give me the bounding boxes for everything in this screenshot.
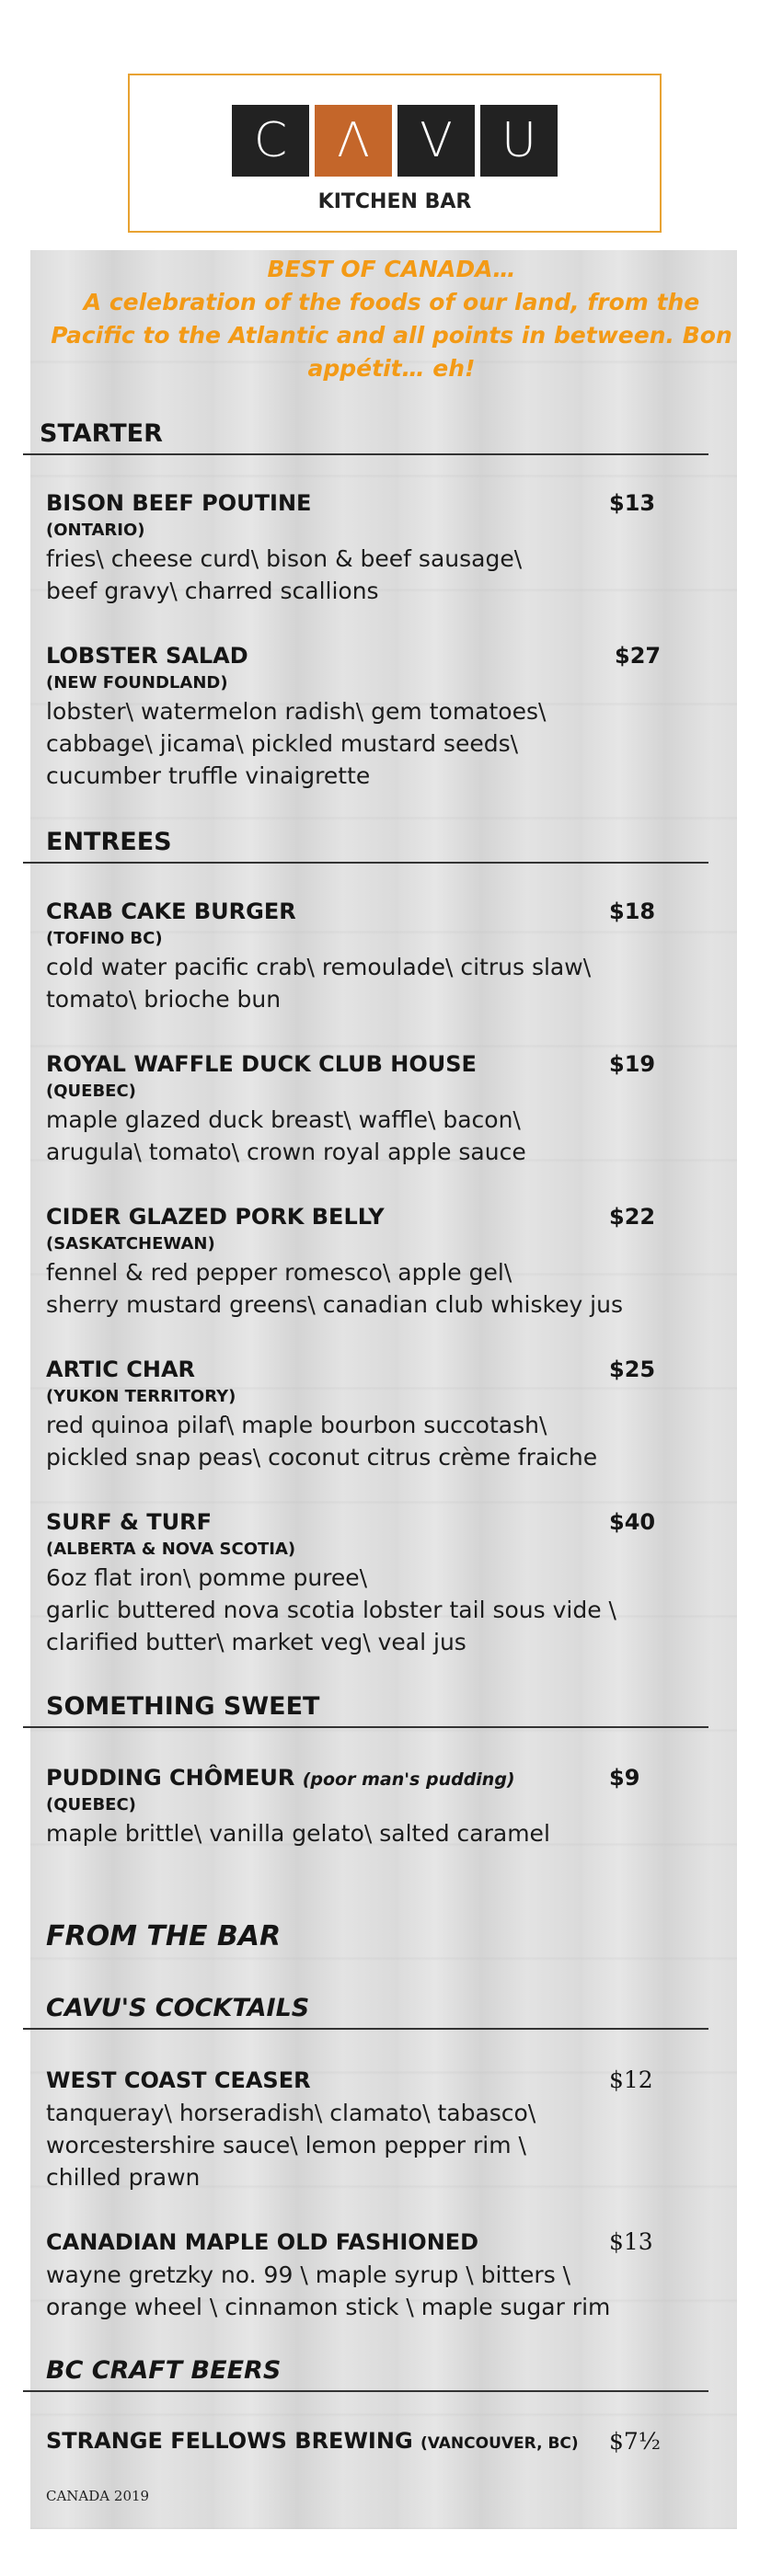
- section-title-sweet: SOMETHING SWEET: [46, 1692, 320, 1721]
- section-title-starter: STARTER: [40, 419, 163, 448]
- item-name-pudding-text: PUDDING CHÔMEUR: [46, 1765, 295, 1791]
- item-name-strange-text: STRANGE FELLOWS BREWING: [46, 2428, 413, 2454]
- section-divider: [23, 2028, 708, 2030]
- item-origin-strange: (VANCOUVER, BC): [420, 2434, 579, 2453]
- tagline-line: appétit… eh!: [307, 355, 476, 382]
- item-name-poutine: BISON BEEF POUTINE: [46, 490, 312, 516]
- item-name-ceaser: WEST COAST CEASER: [46, 2067, 311, 2093]
- item-desc-pudding: [46, 1817, 550, 1849]
- item-desc-duck: [46, 1104, 526, 1168]
- logo-letter-v: V: [397, 105, 475, 177]
- item-name-strange: [46, 2428, 579, 2454]
- item-price-lobster: $27: [615, 643, 662, 669]
- item-origin-surf: (ALBERTA & NOVA SCOTIA): [46, 1540, 296, 1559]
- item-desc-lobster: [46, 695, 546, 792]
- desc-line: beef gravy\ charred scallions: [46, 578, 379, 604]
- item-name-crab: CRAB CAKE BURGER: [46, 899, 296, 924]
- item-name-char: ARTIC CHAR: [46, 1357, 195, 1382]
- desc-line: worcestershire sauce\ lemon pepper rim \: [46, 2132, 526, 2158]
- desc-line: chilled prawn: [46, 2164, 201, 2191]
- item-name-lobster: LOBSTER SALAD: [46, 643, 248, 669]
- item-price-ceaser: $12: [609, 2067, 653, 2093]
- desc-line: pickled snap peas\ coconut citrus crème fraiche: [46, 1444, 598, 1471]
- desc-line: lobster\ watermelon radish\ gem tomatoes\: [46, 698, 547, 725]
- desc-line: garlic buttered nova scotia lobster tail sous vide \: [46, 1597, 616, 1623]
- item-price-surf: $40: [609, 1509, 656, 1535]
- item-desc-poutine: [46, 543, 522, 607]
- item-desc-surf: [46, 1562, 616, 1658]
- item-price-pudding: $9: [609, 1765, 640, 1791]
- item-origin-crab: (TOFINO BC): [46, 929, 163, 948]
- desc-line: maple glazed duck breast\ waffle\ bacon\: [46, 1106, 521, 1133]
- item-price-char: $25: [609, 1357, 656, 1382]
- tagline-line: A celebration of the foods of our land, from the: [83, 289, 700, 315]
- item-price-duck: $19: [609, 1051, 656, 1077]
- desc-line: maple brittle\ vanilla gelato\ salted caramel: [46, 1820, 550, 1847]
- section-divider: [23, 1726, 708, 1728]
- item-name-pork: CIDER GLAZED PORK BELLY: [46, 1204, 385, 1230]
- section-divider: [23, 2390, 708, 2392]
- section-title-entrees: ENTREES: [46, 828, 172, 856]
- item-price-crab: $18: [609, 899, 656, 924]
- section-title-cocktails: CAVU'S COCKTAILS: [46, 1994, 310, 2022]
- section-title-bar: FROM THE BAR: [46, 1920, 282, 1952]
- desc-line: red quinoa pilaf\ maple bourbon succotash\: [46, 1412, 547, 1438]
- item-origin-duck: (QUEBEC): [46, 1082, 136, 1101]
- section-title-beers: BC CRAFT BEERS: [46, 2356, 282, 2385]
- tagline: [37, 253, 746, 385]
- desc-line: tomato\ brioche bun: [46, 986, 282, 1013]
- desc-line: cucumber truffle vinaigrette: [46, 762, 371, 789]
- item-origin-poutine: (ONTARIO): [46, 521, 145, 540]
- item-desc-oldfashioned: [46, 2259, 610, 2323]
- desc-line: 6oz flat iron\ pomme puree\: [46, 1564, 368, 1591]
- logo-letter-a: Λ: [315, 105, 392, 177]
- item-desc-char: [46, 1409, 597, 1473]
- desc-line: fries\ cheese curd\ bison & beef sausage\: [46, 545, 523, 572]
- logo-subtitle: KITCHEN BAR: [317, 190, 472, 213]
- item-desc-pork: [46, 1256, 623, 1321]
- desc-line: arugula\ tomato\ crown royal apple sauce: [46, 1139, 526, 1165]
- desc-line: clarified butter\ market veg\ veal jus: [46, 1629, 466, 1655]
- desc-line: fennel & red pepper romesco\ apple gel\: [46, 1259, 512, 1286]
- desc-line: sherry mustard greens\ canadian club whiskey jus: [46, 1291, 624, 1318]
- item-name-pudding: [46, 1765, 515, 1791]
- desc-line: cold water pacific crab\ remoulade\ citrus slaw\: [46, 954, 592, 980]
- item-name-surf: SURF & TURF: [46, 1509, 213, 1535]
- item-price-poutine: $13: [609, 490, 656, 516]
- item-origin-pudding: (QUEBEC): [46, 1795, 136, 1815]
- logo-letter-c: C: [232, 105, 309, 177]
- logo-frame: [128, 74, 662, 233]
- item-price-strange: $7½: [609, 2428, 662, 2455]
- logo: [232, 105, 559, 177]
- section-divider: [23, 453, 708, 455]
- desc-line: wayne gretzky no. 99 \ maple syrup \ bitters \: [46, 2261, 571, 2288]
- tagline-line: Pacific to the Atlantic and all points in between. Bon: [51, 322, 732, 349]
- item-desc-ceaser: [46, 2097, 535, 2193]
- logo-letter-u: U: [480, 105, 558, 177]
- tagline-line: BEST OF CANADA…: [267, 256, 516, 282]
- item-name-oldfashioned: CANADIAN MAPLE OLD FASHIONED: [46, 2229, 479, 2255]
- item-note-pudding: (poor man's pudding): [302, 1769, 515, 1790]
- item-origin-char: (YUKON TERRITORY): [46, 1387, 236, 1406]
- desc-line: tanqueray\ horseradish\ clamato\ tabasco\: [46, 2100, 536, 2126]
- desc-line: cabbage\ jicama\ pickled mustard seeds\: [46, 730, 519, 757]
- item-origin-pork: (SASKATCHEWAN): [46, 1234, 215, 1254]
- item-name-duck: ROYAL WAFFLE DUCK CLUB HOUSE: [46, 1051, 477, 1077]
- item-desc-crab: [46, 951, 591, 1015]
- section-divider: [23, 862, 708, 864]
- desc-line: orange wheel \ cinnamon stick \ maple sugar rim: [46, 2294, 611, 2320]
- footer-note: CANADA 2019: [46, 2488, 150, 2504]
- item-price-pork: $22: [609, 1204, 656, 1230]
- item-price-oldfashioned: $13: [609, 2228, 653, 2255]
- item-origin-lobster: (NEW FOUNDLAND): [46, 673, 228, 693]
